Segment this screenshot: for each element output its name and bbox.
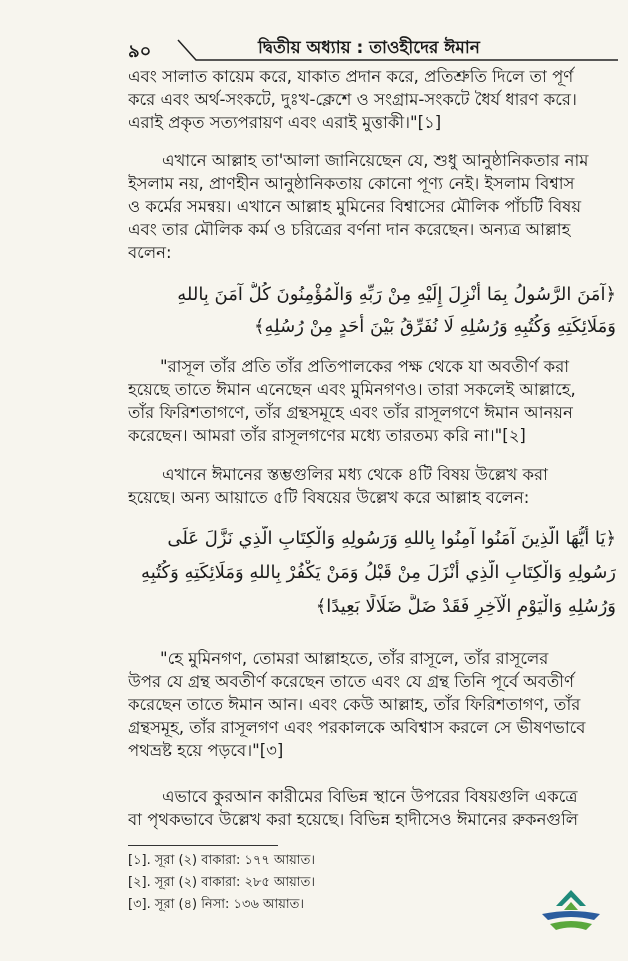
para1-line1: এবং সালাত কায়েম করে, যাকাত প্রদান করে, প্রতিশ্রুতি দিলে তা পূর্ণ [128, 67, 574, 86]
para2-line4: এবং তার মৌলিক কর্ম ও চরিত্রের বর্ণনা দান করেছেন। অন্যত্র আল্লাহ [128, 220, 571, 239]
para4-line2: হয়েছে। অন্য আয়াতে ৫টি বিষয়ের উল্লেখ করে আল্লাহ বলেন: [128, 488, 530, 507]
para5-line5: পথভ্রষ্ট হয়ে পড়বে।"[৩] [128, 741, 284, 760]
para1-line2: করে এবং অর্থ-সংকটে, দুঃখ-ক্লেশে ও সংগ্রাম-সংকটে ধৈর্য ধারণ করে। [128, 90, 577, 109]
running-title: দ্বিতীয় অধ্যায় : তাওহীদের ঈমান [258, 38, 480, 58]
para3-line2: হয়েছে তাতে ঈমান এনেছেন এবং মুমিনগণও। তারা সকলেই আল্লাহে, [128, 380, 576, 399]
para6-line2: বা পৃথকভাবে উল্লেখ করা হয়েছে। বিভিন্ন হাদীসেও ঈমানের রুকনগুলি [128, 810, 579, 829]
para5-line4: গ্রন্থসমূহ, তাঁর রাসূলগণ এবং পরকালকে অবিশ্বাস করলে সে ভীষণভাবে [128, 718, 586, 737]
para2-line5: বলেন: [128, 243, 172, 262]
footnote-3: [৩]. সূরা (৪) নিসা: ১৩৬ আয়াত। [128, 897, 305, 912]
para2-line3: ও কর্মের সমন্বয়। এখানে আল্লাহ মুমিনের বিশ্বাসের মৌলিক পাঁচটি বিষয় [128, 197, 582, 216]
header-rule [0, 0, 628, 70]
arabic-verse1-line1: ﴿آمَنَ الرَّسُولُ بِمَا أُنْزِلَ إِلَيْهِ مِنْ رَبِّهِ وَالْمُؤْمِنُونَ كُلٌّ آمَنَ بِاللهِ [177, 284, 616, 305]
para4-line1: এখানে ঈমানের স্তম্ভগুলির মধ্য থেকে ৪টি বিষয় উল্লেখ করা [162, 465, 548, 484]
page-number: ৯০ [128, 41, 152, 62]
arabic-verse1-line2: وَمَلَائِكَتِهِ وَكُتُبِهِ وَرُسُلِهِ لَا نُفَرِّقُ بَيْنَ أَحَدٍ مِنْ رُسُلِهِ﴾ [253, 316, 616, 337]
footnote-2: [২]. সূরা (২) বাকারা: ২৮৫ আয়াত। [128, 875, 315, 890]
para6-line1: এভাবে কুরআন কারীমের বিভিন্ন স্থানে উপরের বিষয়গুলি একত্রে [162, 787, 578, 806]
publisher-logo-icon [536, 884, 606, 940]
arabic-verse2-line1: ﴿يَا أَيُّهَا الَّذِينَ آمَنُوا آمِنُوا بِاللهِ وَرَسُولِهِ وَالْكِتَابِ الَّذِي نَزَّلَ عَلَى [167, 528, 616, 549]
para2-line1: এখানে আল্লাহ তা'আলা জানিয়েছেন যে, শুধু আনুষ্ঠানিকতার নাম [162, 151, 589, 170]
para5-line2: উপর যে গ্রন্থ অবতীর্ণ করেছেন তাতে এবং যে গ্রন্থ তিনি পূর্বে অবতীর্ণ [128, 672, 574, 691]
para2-line2: ইসলাম নয়, প্রাণহীন আনুষ্ঠানিকতায় কোনো পূণ্য নেই। ইসলাম বিশ্বাস [128, 174, 575, 193]
arabic-verse2-line2: رَسُولِهِ وَالْكِتَابِ الَّذِي أَنْزَلَ مِنْ قَبْلُ وَمَنْ يَكْفُرْ بِاللهِ وَمَلَائِكَتِهِ وَكُتُبِهِ [141, 562, 616, 583]
para3-line4: করেছেন। আমরা তাঁর রাসূলগণের মধ্যে তারতম্য করি না।"[২] [128, 426, 526, 445]
para1-line3: এরাই প্রকৃত সত্যপরায়ণ এবং এরাই মুত্তাকী।"[১] [128, 113, 442, 132]
page-header [0, 0, 628, 70]
arabic-verse2-line3: وَرُسُلِهِ وَالْيَوْمِ الْآخِرِ فَقَدْ ضَلَّ ضَلَالًا بَعِيدًا﴾ [315, 596, 616, 617]
para5-line1: "হে মুমিনগণ, তোমরা আল্লাহতে, তাঁর রাসূলে, তাঁর রাসূলের [160, 649, 549, 668]
footnote-rule [128, 845, 278, 846]
para3-line1: "রাসূল তাঁর প্রতি তাঁর প্রতিপালকের পক্ষ থেকে যা অবতীর্ণ করা [160, 357, 570, 376]
para3-line3: তাঁর ফিরিশতাগণে, তাঁর গ্রন্থসমূহে এবং তাঁর রাসূলগণে ঈমান আনয়ন [128, 403, 573, 422]
para5-line3: করেছেন তাতে ঈমান আন। এবং কেউ আল্লাহ, তাঁর ফিরিশতাগণ, তাঁর [128, 695, 581, 714]
footnote-1: [১]. সূরা (২) বাকারা: ১৭৭ আয়াত। [128, 853, 315, 868]
